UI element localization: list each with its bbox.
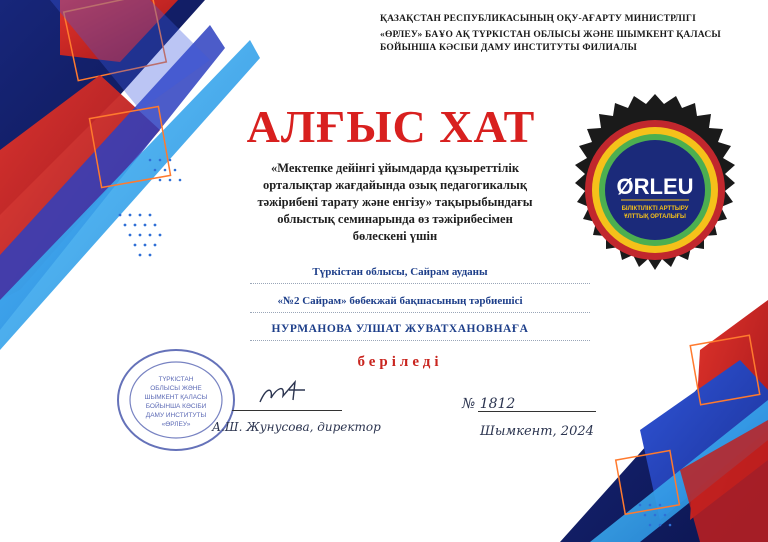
reason-line: тәжірибені тарату және енгізу» тақырыбындағы (257, 195, 533, 209)
recipient-name: НУРМАНОВА УЛШАТ ЖУВАТХАНОВНАҒА (271, 323, 529, 335)
certificate-reason (230, 160, 560, 245)
reason-line: орталықтар жағдайында озық педагогикалық (262, 178, 528, 192)
stamp-text-4: БОЙЫНША КӘСІБИ (145, 403, 207, 410)
recipient-region: Түркістан облысы, Сайрам ауданы (312, 266, 488, 278)
certificate-number: № 1812 (462, 396, 516, 412)
badge-brand: ØRLEU (616, 174, 694, 199)
stamp-text-3: ШЫМКЕНТ ҚАЛАСЫ (144, 394, 208, 401)
stamp-text-2: ОБЛЫСЫ ЖӘНЕ (150, 385, 202, 392)
reason-line: бөлескені үшін (352, 229, 438, 243)
recipient-position: «№2 Сайрам» бөбекжай бақшасының тәрбиешісі (277, 295, 523, 307)
official-stamp (112, 345, 242, 455)
position-underline (250, 312, 590, 313)
place-date: Шымкент, 2024 (480, 424, 594, 439)
stamp-text-6: «ӨРЛЕУ» (161, 421, 191, 428)
director-sign-line (232, 410, 342, 411)
awarded-text: беріледі (357, 354, 443, 370)
stamp-text-1: ТҮРКІСТАН (158, 376, 194, 383)
badge-line2: ҰЛТТЫҚ ОРТАЛЫҒЫ (624, 214, 686, 220)
header-institute-line2: БОЙЫНША КӘСІБИ ДАМУ ИНСТИТУТЫ ФИЛИАЛЫ (380, 43, 637, 53)
region-underline (250, 283, 590, 284)
number-line (478, 411, 596, 412)
reason-line: «Мектепке дейінгі ұйымдарда құзыреттілік (270, 161, 520, 175)
stamp-text-5: ДАМУ ИНСТИТУТЫ (145, 412, 207, 419)
header-institute-line1: «ӨРЛЕУ» БАҰО АҚ ТҮРКІСТАН ОБЛЫСЫ ЖӘНЕ ШЫМКЕНТ ҚАЛАСЫ (380, 30, 721, 40)
orleu-badge (555, 90, 755, 290)
director-name: А.Ш. Жунусова, директор (212, 420, 381, 434)
reason-line: облыстық семинарында өз тәжірибесімен (277, 212, 513, 226)
header-ministry: ҚАЗАҚСТАН РЕСПУБЛИКАСЫНЫҢ ОҚУ-АҒАРТУ МИНИСТРЛІГІ (380, 14, 697, 24)
badge-line1: БІЛІКТІЛІКТІ АРТТЫРУ (621, 206, 689, 212)
certificate-title: АЛҒЫС ХАТ (246, 101, 536, 152)
director-signature (255, 378, 315, 408)
name-underline (250, 340, 590, 341)
